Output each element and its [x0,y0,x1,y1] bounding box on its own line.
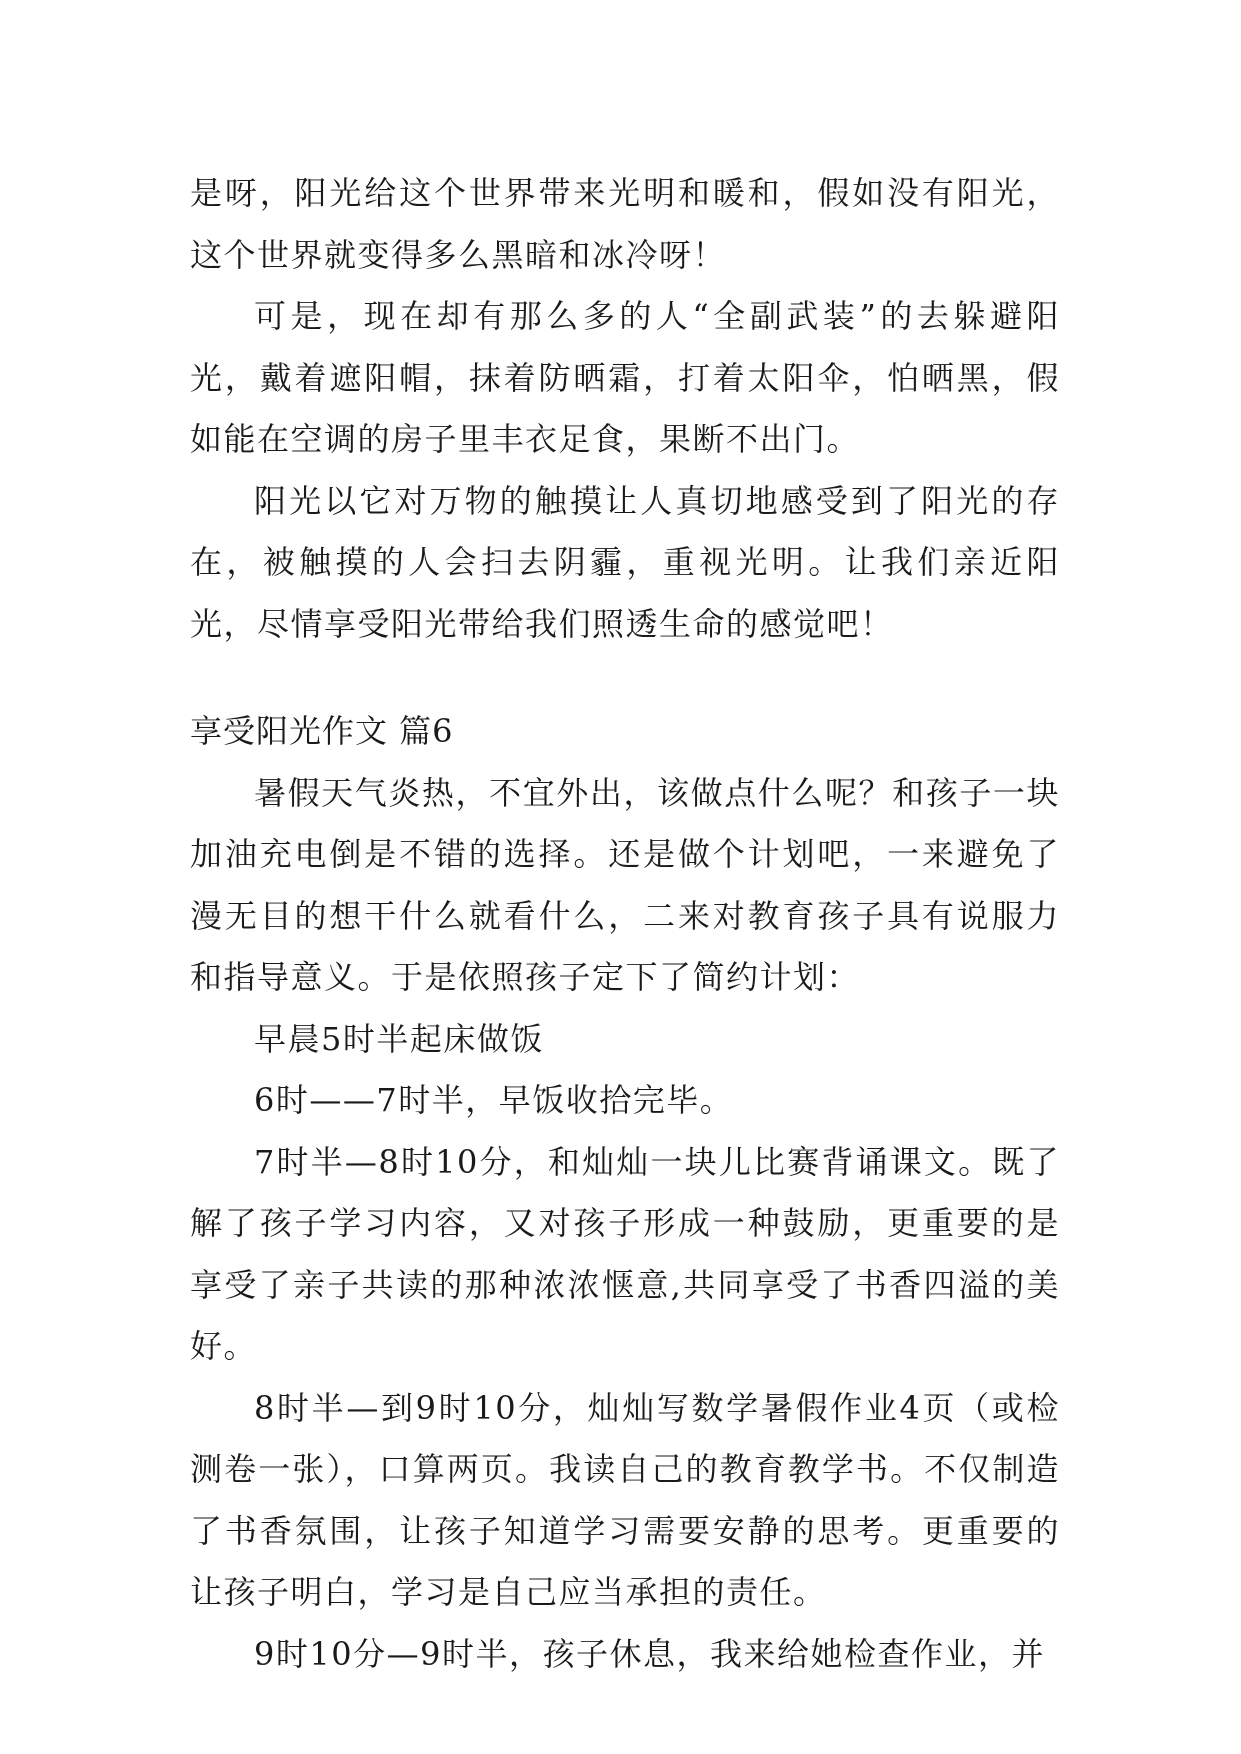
paragraph-4: 暑假天气炎热，不宜外出，该做点什么呢？和孩子一块加油充电倒是不错的选择。还是做个计划吧，一来避免了漫无目的想干什么就看什么，二来对教育孩子具有说服力和指导意义。于是依照孩子定下了简约计划： [190,773,1060,996]
paragraph-9: 9时10分—9时半，孩子休息，我来给她检查作业，并 [254,1634,1045,1673]
document-body [190,163,1060,1685]
paragraph-1: 是呀，阳光给这个世界带来光明和暖和，假如没有阳光，这个世界就变得多么黑暗和冰冷呀！ [190,174,1060,274]
paragraph-7: 7时半—8时10分，和灿灿一块儿比赛背诵课文。既了解了孩子学习内容，又对孩子形成一种鼓励，更重要的是享受了亲子共读的那种浓浓惬意,共同享受了书香四溢的美好。 [190,1142,1060,1365]
paragraph-2: 可是，现在却有那么多的人“全副武装”的去躲避阳光，戴着遮阳帽，抹着防晒霜，打着太阳伞，怕晒黑，假如能在空调的房子里丰衣足食，果断不出门。 [190,297,1060,458]
section-spacer [190,655,1060,701]
paragraph-5: 早晨5时半起床做饭 [254,1019,544,1058]
paragraph-6: 6时——7时半，早饭收拾完毕。 [254,1081,734,1119]
section-heading: 享受阳光作文 篇6 [190,712,454,750]
paragraph-3: 阳光以它对万物的触摸让人真切地感受到了阳光的存在，被触摸的人会扫去阴霾，重视光明。让我们亲近阳光，尽情享受阳光带给我们照透生命的感觉吧！ [190,481,1060,643]
paragraph-8: 8时半—到9时10分，灿灿写数学暑假作业4页（或检测卷一张），口算两页。我读自己的教育教学书。不仅制造了书香氛围，让孩子知道学习需要安静的思考。更重要的让孩子明白，学习是自己应当承担的责任。 [190,1388,1060,1611]
